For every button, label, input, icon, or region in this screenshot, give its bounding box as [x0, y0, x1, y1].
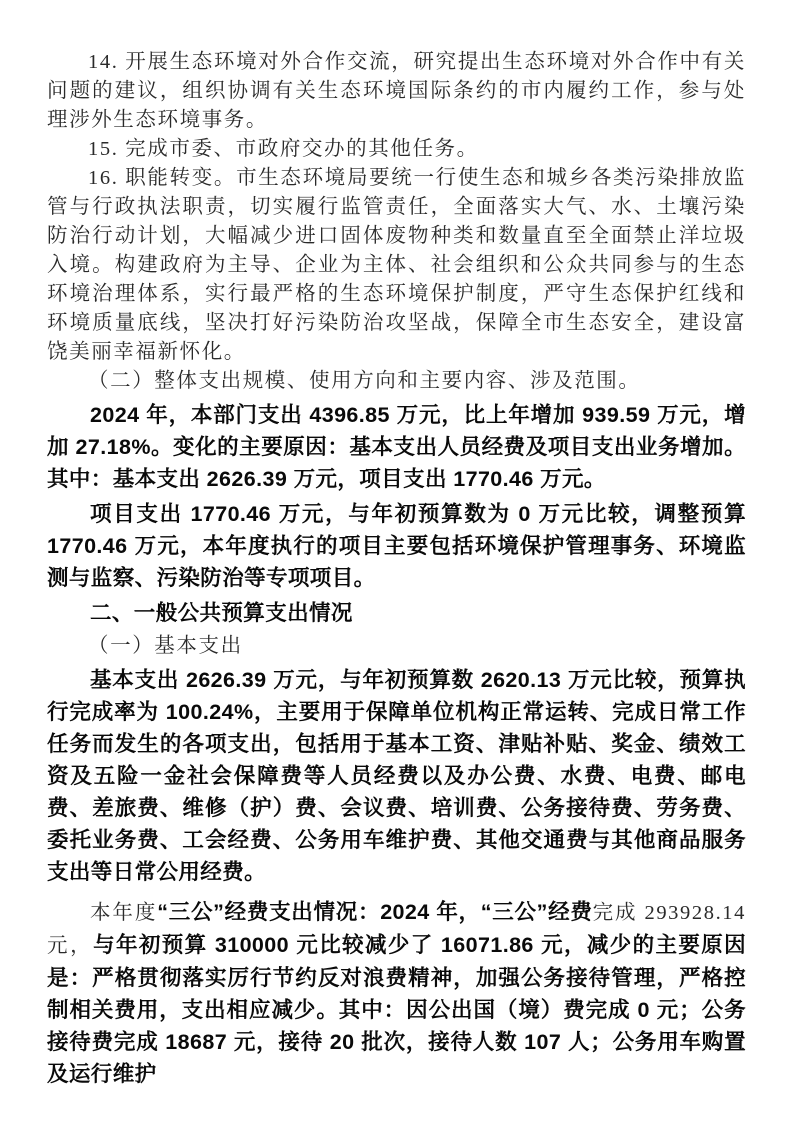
paragraph-project-expenditure: 项目支出 1770.46 万元，与年初预算数为 0 万元比较，调整预算 1770.46 万元，本年度执行的项目主要包括环境保护管理事务、环境监测与监察、污染防治等专项项目。	[47, 502, 746, 590]
paragraph-duty-16: 16. 职能转变。市生态环境局要统一行使生态和城乡各类污染排放监管与行政执法职责，切实履行监管责任，全面落实大气、水、土壤污染防治行动计划，大幅减少进口固体废物种类和数量直至全面禁止洋垃圾入境。构建政府为主导、企业为主体、社会组织和公众共同参与的生态环境治理体系，实行最严格的生态环境保护制度，严守生态保护红线和环境质量底线，坚决打好污染防治攻坚战，保障全市生态安全，建设富饶美丽幸福新怀化。	[47, 167, 746, 363]
sangong-lead-text: 本年度	[90, 902, 158, 924]
heading-section-2-general-budget: 二、一般公共预算支出情况	[90, 601, 353, 625]
paragraph-basic-expenditure: 基本支出 2626.39 万元，与年初预算数 2620.13 万元比较，预算执行完成率为 100.24%，主要用于保障单位机构正常运转、完成日常工作任务而发生的各项支出，包括用于基本工资、津贴补贴、奖金、绩效工资及五险一金社会保障费等人员经费以及办公费、水费、电费、邮电费、差旅费、维修（护）费、会议费、培训费、公务接待费、劳务费、委托业务费、工会经费、公务用车维护费、其他交通费与其他商品服务支出等日常公用经费。	[47, 668, 746, 884]
heading-basic-expenditure: （一）基本支出	[88, 635, 243, 657]
heading-overall-expenditure: （二）整体支出规模、使用方向和主要内容、涉及范围。	[88, 370, 641, 392]
paragraph-duty-14: 14. 开展生态环境对外合作交流，研究提出生态环境对外合作中有关问题的建议，组织协调有关生态环境国际条约的市内履约工作，参与处理涉外生态环境事务。	[47, 51, 746, 131]
sangong-bold-detail: 与年初预算 310000 元比较减少了 16071.86 元，减少的主要原因是：严格贯彻落实厉行节约反对浪费精神，加强公务接待管理，严格控制相关费用，支出相应减少。其中：因公出国（境）费完成 0 元；公务接待费完成 18687 元，接待 20 批次，接待人数 107 人；公务用车购置及运行维护	[47, 933, 747, 1086]
paragraph-duty-15: 15. 完成市委、市政府交办的其他任务。	[88, 138, 479, 160]
sangong-completed-amount: 完成 293928.14 元，	[47, 902, 746, 957]
sangong-bold-intro: “三公”经费支出情况：2024 年，“三公”经费	[157, 900, 593, 924]
paragraph-sangong-expenses	[47, 896, 746, 1090]
paragraph-overall-expenditure: 2024 年，本部门支出 4396.85 万元，比上年增加 939.59 万元，增加 27.18%。变化的主要原因：基本支出人员经费及项目支出业务增加。其中：基本支出 2626.39 万元，项目支出 1770.46 万元。	[47, 403, 746, 491]
